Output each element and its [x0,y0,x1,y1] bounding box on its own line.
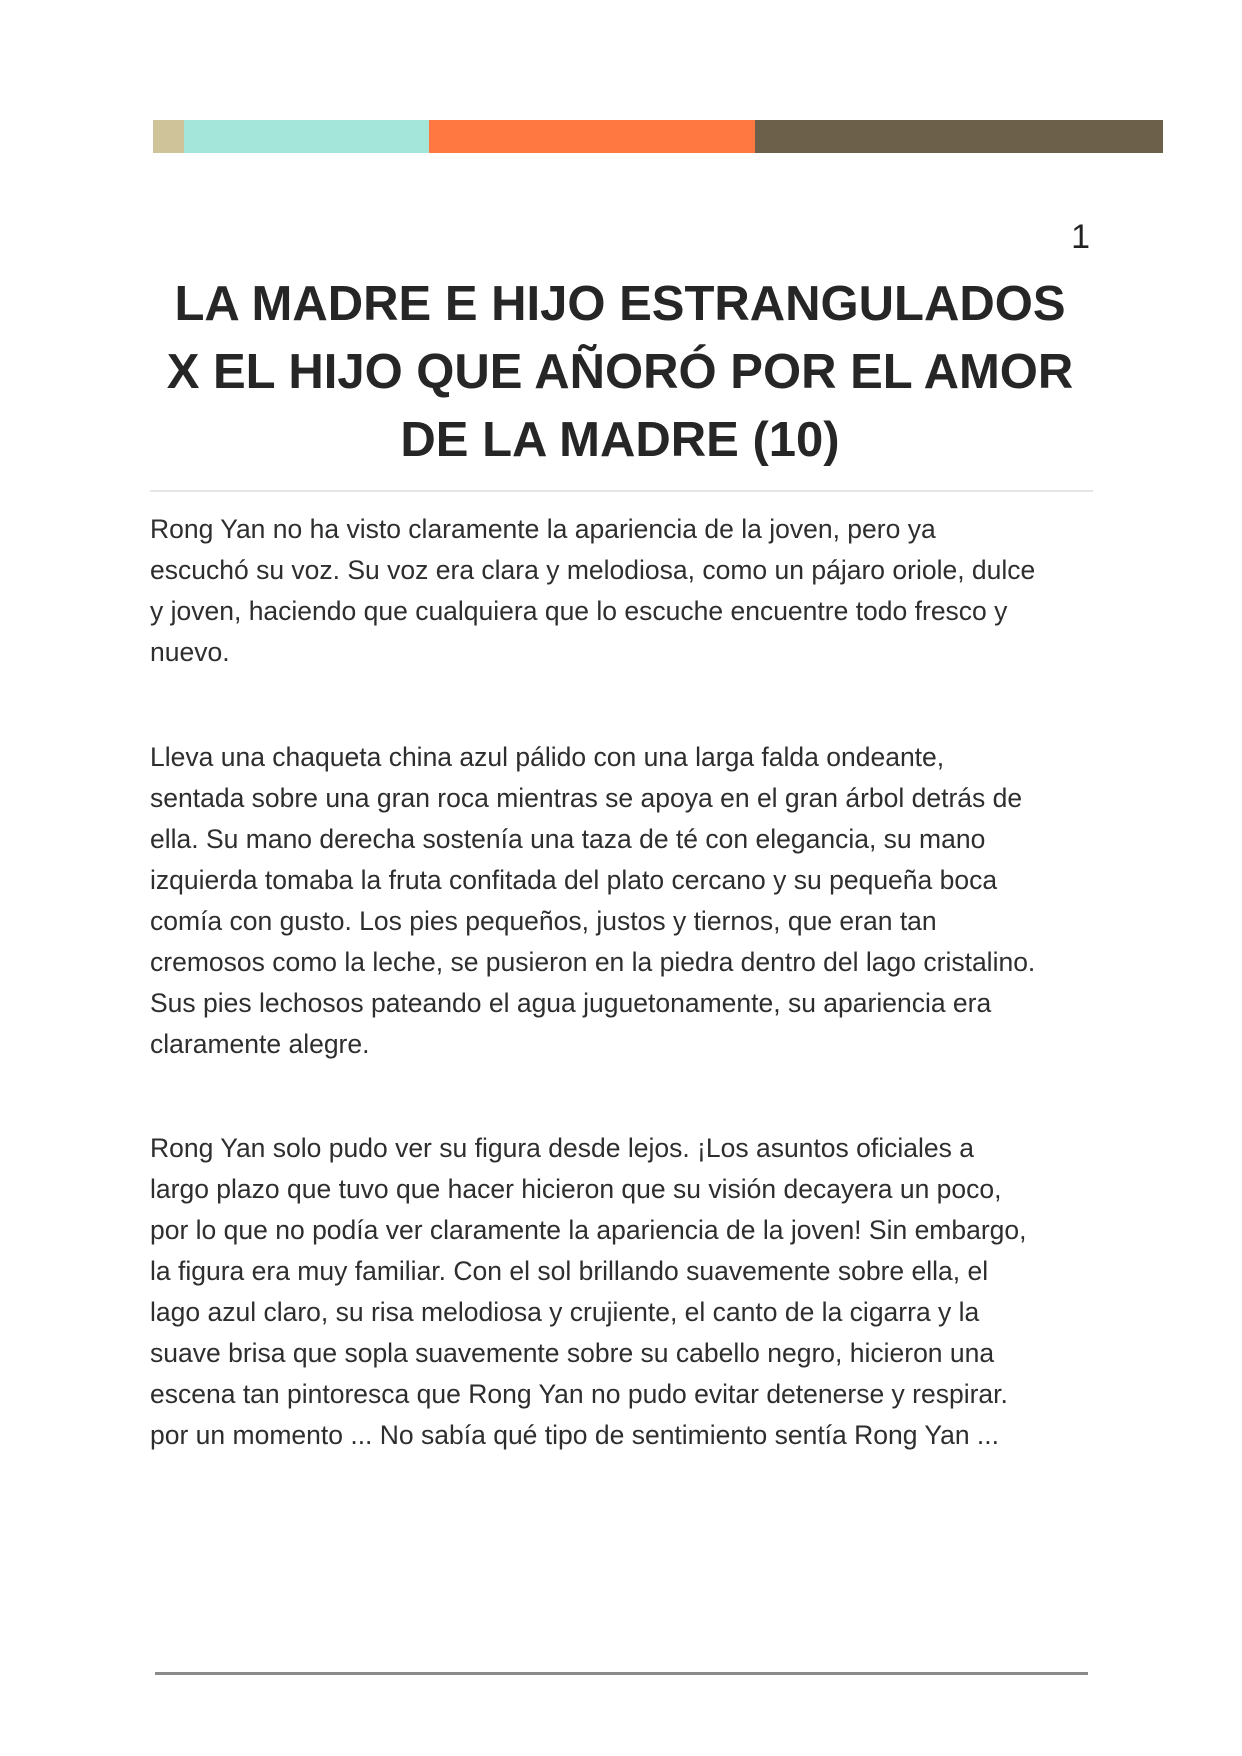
paragraph-line: sentada sobre una gran roca mientras se apoya en el gran árbol detrás de [150,783,1023,813]
paragraph-line: suave brisa que sopla suavemente sobre su cabello negro, hicieron una [150,1338,995,1368]
header-color-bar [153,120,1163,153]
footer-divider [155,1672,1088,1675]
paragraph-1 [150,509,1095,673]
color-bar-segment [153,120,184,153]
paragraph-line: y joven, haciendo que cualquiera que lo escuche encuentre todo fresco y [150,596,1008,626]
paragraph-line: cremosos como la leche, se pusieron en la piedra dentro del lago cristalino. [150,947,1036,977]
chapter-title-line: LA MADRE E HIJO ESTRANGULADOS [174,277,1066,331]
color-bar-segment [755,120,1163,153]
paragraph-line: Lleva una chaqueta china azul pálido con una larga falda ondeante, [150,742,945,772]
paragraph-line: ella. Su mano derecha sostenía una taza de té con elegancia, su mano [150,824,986,854]
paragraph-line: izquierda tomaba la fruta confitada del plato cercano y su pequeña boca [150,865,998,895]
paragraph-line: comía con gusto. Los pies pequeños, justos y tiernos, que eran tan [150,906,937,936]
paragraph-3 [150,1128,1095,1456]
chapter-title-line: DE LA MADRE (10) [400,413,840,467]
paragraph-line: Rong Yan solo pudo ver su figura desde lejos. ¡Los asuntos oficiales a [150,1133,974,1163]
color-bar-segment [429,120,755,153]
paragraph-line: escena tan pintoresca que Rong Yan no pudo evitar detenerse y respirar. [150,1379,1008,1409]
paragraph-line: lago azul claro, su risa melodiosa y crujiente, el canto de la cigarra y la [150,1297,980,1327]
paragraph-line: claramente alegre. [150,1029,370,1059]
chapter-title-line: X EL HIJO QUE AÑORÓ POR EL AMOR [166,345,1074,399]
title-divider [150,490,1093,492]
paragraph-line: nuevo. [150,637,230,667]
chapter-title [150,270,1090,474]
paragraph-line: por lo que no podía ver claramente la apariencia de la joven! Sin embargo, [150,1215,1027,1245]
paragraph-line: largo plazo que tuvo que hacer hicieron que su visión decayera un poco, [150,1174,1002,1204]
page-number: 1 [1071,218,1090,256]
paragraph-line: la figura era muy familiar. Con el sol brillando suavemente sobre ella, el [150,1256,989,1286]
paragraph-line: Rong Yan no ha visto claramente la apariencia de la joven, pero ya [150,514,936,544]
paragraph-line: por un momento ... No sabía qué tipo de sentimiento sentía Rong Yan ... [150,1420,1000,1450]
paragraph-line: escuchó su voz. Su voz era clara y melodiosa, como un pájaro oriole, dulce [150,555,1036,585]
color-bar-segment [184,120,429,153]
paragraph-2 [150,737,1095,1065]
paragraph-line: Sus pies lechosos pateando el agua juguetonamente, su apariencia era [150,988,992,1018]
